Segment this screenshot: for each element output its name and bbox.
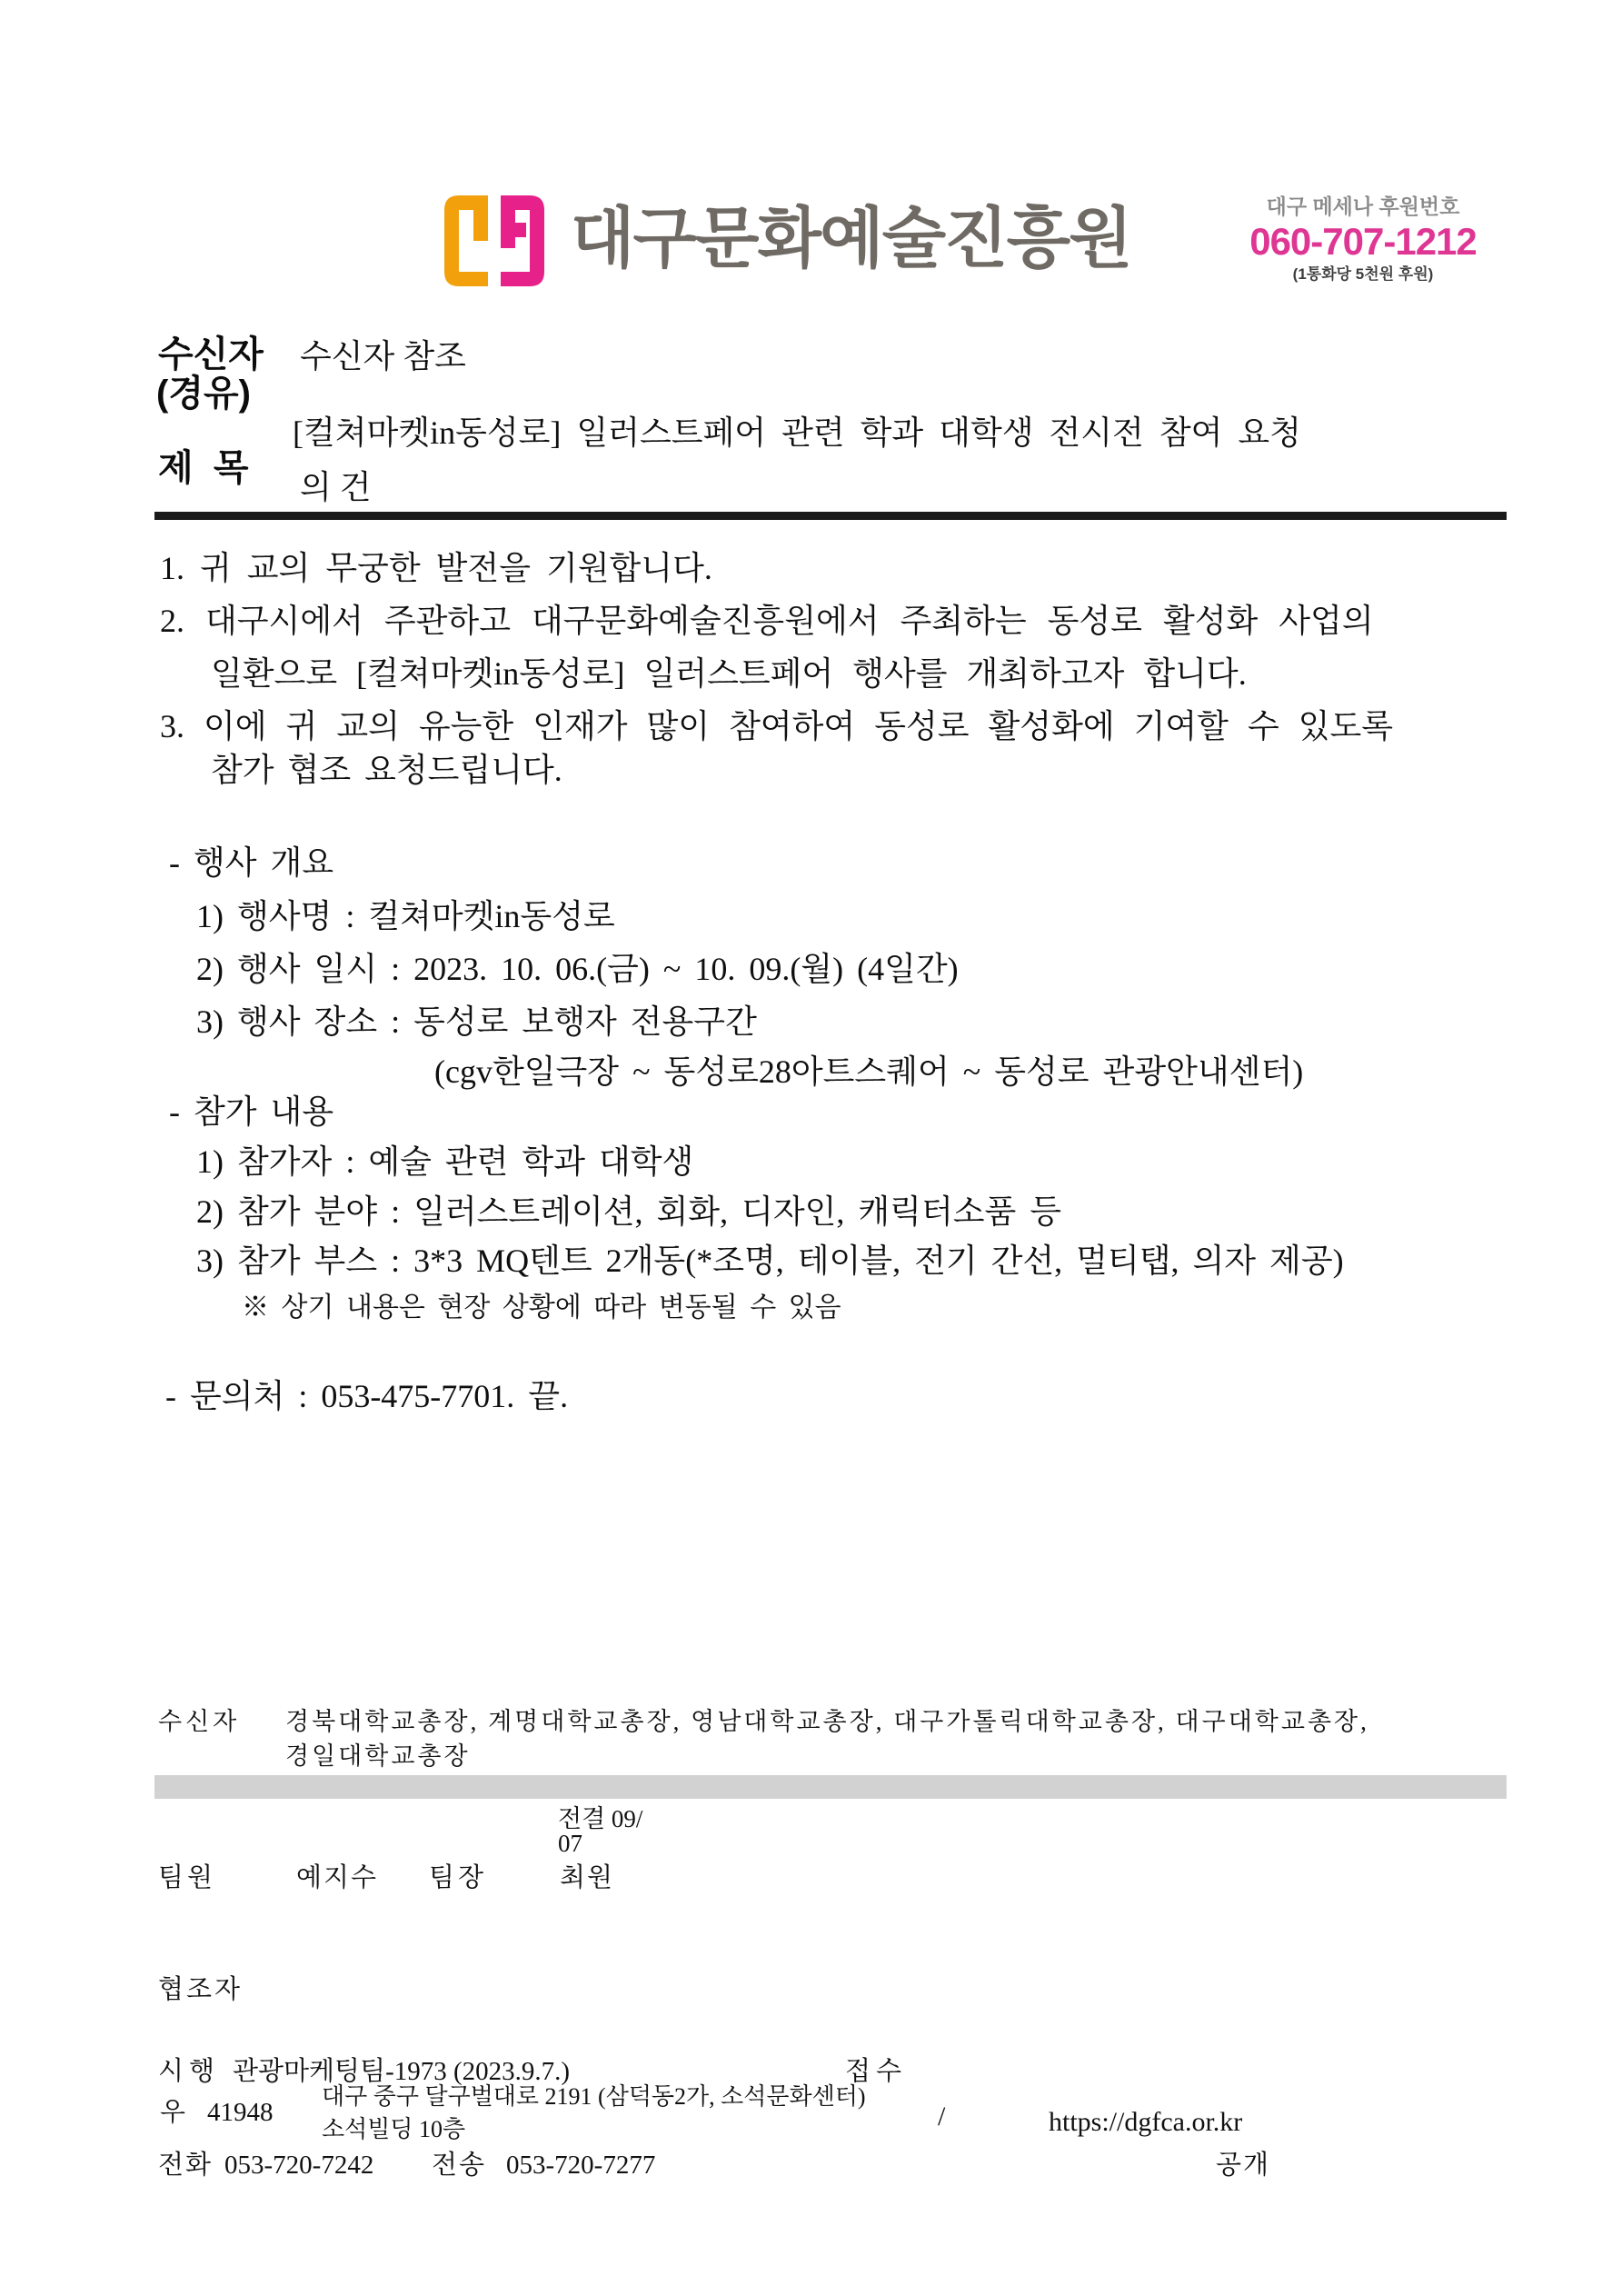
body-paragraph-2-line1: 2. 대구시에서 주관하고 대구문화예술진흥원에서 주최하는 동성로 활성화 사업의 [160, 603, 1374, 639]
fax-number: 053-720-7277 [506, 2151, 656, 2180]
participation-item-field: 2) 참가 분야 : 일러스트레이션, 회화, 디자인, 캐릭터소품 등 [196, 1193, 1062, 1230]
phone-label: 전화 [158, 2151, 214, 2180]
website-url: https://dgfca.or.kr [1049, 2107, 1243, 2137]
fax-label: 전송 [432, 2151, 487, 2180]
dispatch-sihaeng-label: 시행 [158, 2057, 221, 2086]
overview-place-detail: (cgv한일극장 ~ 동성로28아트스퀘어 ~ 동성로 관광안내센터) [434, 1053, 1304, 1090]
body-paragraph-3-line2: 참가 협조 요청드립니다. [211, 752, 562, 788]
subject-line2: 의 건 [300, 469, 372, 505]
footer-recipients-label: 수신자 [158, 1708, 241, 1735]
address-line1: 대구 중구 달구벌대로 2191 (삼덕동2가, 소석문화센터) [322, 2083, 866, 2110]
subject-line1: [컬쳐마켓in동성로] 일러스트페어 관련 학과 대학생 전시전 참여 요청 [293, 414, 1301, 451]
subject-label: 제 목 [158, 448, 249, 488]
overview-section-title: - 행사 개요 [169, 844, 334, 881]
footer-divider-bar [154, 1775, 1507, 1799]
mecenat-phone-number: 060-707-1212 [1249, 220, 1477, 264]
via-label: (경유) [156, 374, 251, 414]
footer-recipients-line2: 경일대학교총장 [285, 1742, 471, 1770]
org-logo-text: 대구문화예술진흥원 [571, 202, 1131, 275]
approval-jeonggyeol-line2: 07 [558, 1830, 582, 1857]
overview-item-name: 1) 행사명 : 컬쳐마켓in동성로 [196, 898, 615, 934]
address-url-separator: / [938, 2101, 946, 2131]
mecenat-caption: (1통화당 5천원 후원) [1292, 265, 1434, 283]
footer-recipients-line1: 경북대학교총장, 계명대학교총장, 영남대학교총장, 대구가톨릭대학교총장, 대구대학교총장, [285, 1708, 1369, 1735]
mecenat-block [1247, 195, 1479, 283]
recipient-label: 수신자 [158, 334, 264, 374]
postal-label: 우 [160, 2098, 186, 2127]
overview-item-place: 3) 행사 장소 : 동성로 보행자 전용구간 [196, 1003, 757, 1040]
disclosure-label: 공개 [1216, 2151, 1271, 2180]
participation-item-booth: 3) 참가 부스 : 3*3 MQ텐트 2개동(*조명, 테이블, 전기 간선, 멀티탭, 의자 제공) [196, 1243, 1344, 1279]
contact-line: - 문의처 : 053-475-7701. 끝. [165, 1378, 569, 1414]
approval-role1: 팀원 [158, 1863, 217, 1892]
org-logo-icon [443, 195, 545, 286]
approval-role2: 팀장 [429, 1863, 488, 1892]
dispatch-jeopsu-label: 접수 [845, 2057, 908, 2086]
header-divider-rule [154, 512, 1507, 520]
participation-note: ※ 상기 내용은 현장 상황에 따라 변동될 수 있음 [242, 1293, 841, 1323]
participation-item-who: 1) 참가자 : 예술 관련 학과 대학생 [196, 1143, 694, 1180]
approval-cooperator-label: 협조자 [158, 1975, 244, 2004]
approval-jeonggyeol-line1: 전결 09/ [558, 1805, 643, 1832]
approval-name1: 예지수 [296, 1863, 379, 1892]
approval-name2: 최원 [560, 1863, 615, 1892]
postal-code: 41948 [207, 2098, 274, 2127]
participation-section-title: - 참가 내용 [169, 1093, 334, 1130]
body-paragraph-3-line1: 3. 이에 귀 교의 유능한 인재가 많이 참여하여 동성로 활성화에 기여할 수 있도록 [160, 708, 1394, 744]
recipient-value: 수신자 참조 [300, 338, 466, 374]
dispatch-doc-number: 관광마케팅팀-1973 (2023.9.7.) [233, 2057, 571, 2086]
phone-number: 053-720-7242 [224, 2151, 374, 2180]
body-paragraph-1: 1. 귀 교의 무궁한 발전을 기원합니다. [160, 550, 712, 586]
body-paragraph-2-line2: 일환으로 [컬쳐마켓in동성로] 일러스트페어 행사를 개최하고자 합니다. [211, 655, 1247, 692]
address-line2: 소석빌딩 10층 [322, 2116, 466, 2142]
mecenat-title: 대구 메세나 후원번호 [1266, 195, 1460, 218]
overview-item-date: 2) 행사 일시 : 2023. 10. 06.(금) ~ 10. 09.(월) (4일간) [196, 951, 959, 987]
